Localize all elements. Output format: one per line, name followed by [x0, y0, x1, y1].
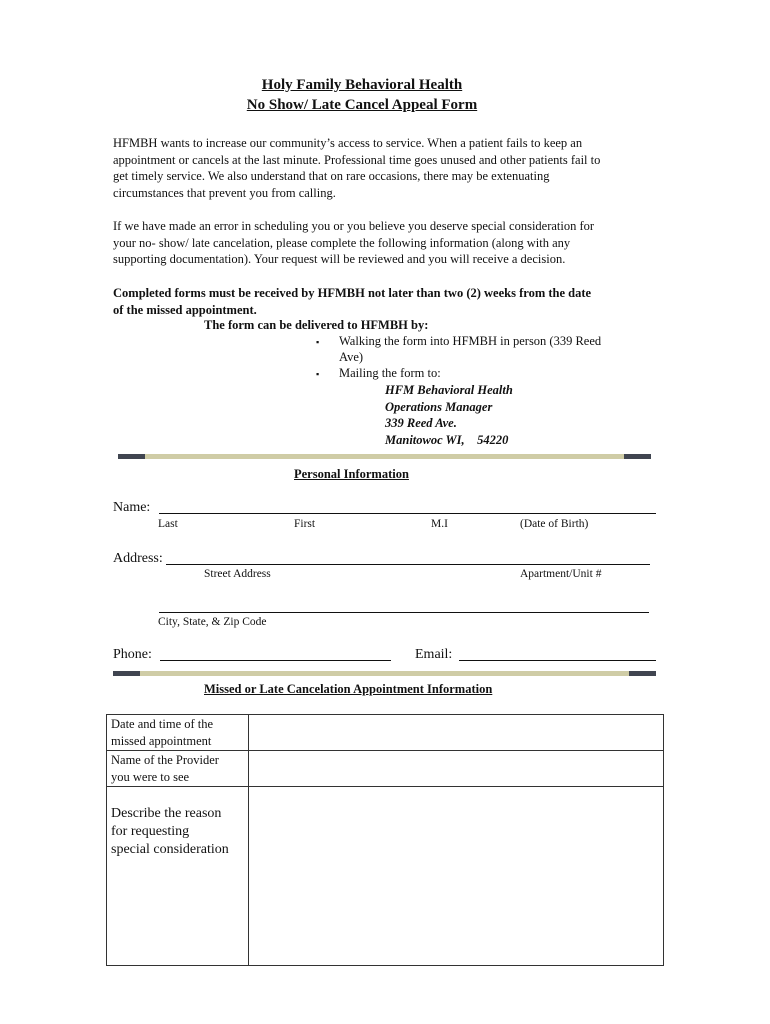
- phone-label: Phone:: [113, 647, 152, 662]
- divider-end: [629, 671, 656, 676]
- delivery-heading: The form can be delivered to HFMBH by:: [204, 318, 429, 332]
- missed-appointment-label: [107, 715, 249, 751]
- divider-end: [118, 454, 145, 459]
- divider-end: [624, 454, 651, 459]
- deadline-line: Completed forms must be received by HFMBH not later than two (2) weeks from the date: [113, 286, 592, 300]
- provider-label: [107, 751, 249, 787]
- email-label: Email:: [415, 647, 453, 662]
- name-sub-first: First: [294, 518, 316, 530]
- form-title: No Show/ Late Cancel Appeal Form: [246, 97, 478, 113]
- error-line: supporting documentation). Your request will be reviewed and you will receive a decision.: [113, 252, 566, 266]
- mailing-address-line2: Operations Manager: [385, 400, 493, 414]
- table-row: [107, 787, 664, 966]
- street-address-field[interactable]: [166, 564, 650, 565]
- name-sub-mi: M.I: [431, 518, 448, 530]
- cell-line: Describe the reason: [111, 806, 222, 821]
- bullet-icon: ▪: [316, 337, 320, 347]
- unit-sub: Apartment/Unit #: [520, 568, 602, 580]
- delivery-option-mail: Mailing the form to:: [339, 366, 441, 380]
- delivery-option-walk: Walking the form into HFMBH in person (339 Reed: [339, 334, 602, 348]
- name-field[interactable]: [159, 513, 656, 514]
- intro-paragraph: [113, 135, 658, 201]
- missed-appointment-field[interactable]: [249, 715, 664, 751]
- intro-line: appointment or cancels at the last minute. Professional time goes unused and other patients fail to: [113, 152, 601, 167]
- cell-line: Date and time of the: [111, 717, 214, 731]
- deadline-paragraph: [113, 285, 658, 318]
- cell-line: special consideration: [111, 842, 229, 857]
- cell-line: for requesting: [111, 824, 190, 839]
- name-sub-last: Last: [158, 518, 178, 530]
- error-line: your no- show/ late cancelation, please complete the following information (along with any: [113, 235, 571, 250]
- mailing-address-line1: HFM Behavioral Health: [385, 383, 513, 397]
- mailing-address-line3: 339 Reed Ave.: [385, 416, 457, 430]
- cell-line: Name of the Provider: [111, 753, 219, 767]
- city-sub: City, State, & Zip Code: [158, 616, 267, 628]
- cell-line: you were to see: [111, 769, 190, 784]
- reason-label: [107, 787, 249, 966]
- appointment-info-heading: Missed or Late Cancelation Appointment Information: [204, 682, 493, 696]
- error-line: If we have made an error in scheduling you or you believe you deserve special consideration for: [113, 219, 595, 233]
- name-label: Name:: [113, 500, 151, 515]
- city-state-zip-field[interactable]: [159, 612, 649, 613]
- mailing-address-line4: Manitowoc WI, 54220: [385, 433, 509, 447]
- section-divider: [118, 454, 651, 459]
- intro-line: HFMBH wants to increase our community’s access to service. When a patient fails to keep an: [113, 136, 583, 150]
- provider-field[interactable]: [249, 751, 664, 787]
- personal-info-heading: Personal Information: [294, 467, 409, 481]
- divider-end: [113, 671, 140, 676]
- address-label: Address:: [113, 551, 163, 566]
- org-title: Holy Family Behavioral Health: [261, 77, 463, 93]
- email-field[interactable]: [459, 660, 656, 661]
- phone-field[interactable]: [160, 660, 391, 661]
- delivery-option-walk-cont: Ave): [339, 350, 364, 364]
- intro-line: circumstances that prevent you from calling.: [113, 185, 336, 200]
- bullet-icon: ▪: [316, 369, 320, 379]
- cell-line: missed appointment: [111, 733, 212, 748]
- street-sub: Street Address: [204, 568, 271, 580]
- appointment-table: [106, 714, 664, 966]
- table-row: [107, 751, 664, 787]
- reason-field[interactable]: [249, 787, 664, 966]
- error-paragraph: [113, 218, 658, 268]
- name-sub-dob: (Date of Birth): [520, 518, 589, 530]
- deadline-line: of the missed appointment.: [113, 302, 257, 317]
- section-divider: [113, 671, 656, 676]
- intro-line: get timely service. We also understand that on rare occasions, there may be extenuating: [113, 169, 550, 183]
- table-row: [107, 715, 664, 751]
